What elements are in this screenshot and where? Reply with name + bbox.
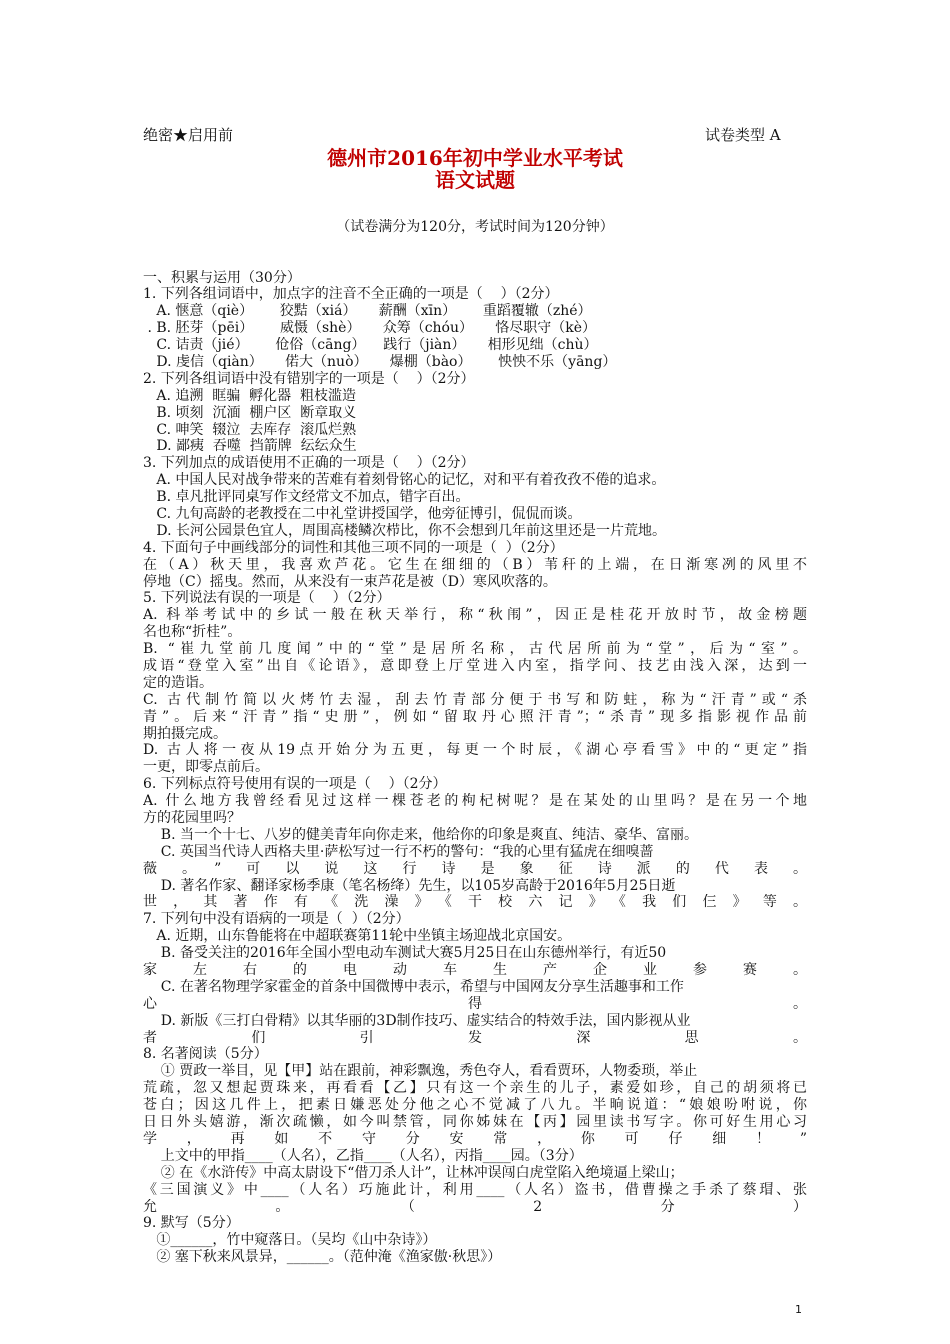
text-line: C. 在著名物理学家霍金的首条中国微博中表示，希望与中国网友分享生活趣事和工作 <box>143 978 684 995</box>
text-line: 4. 下面句子中画线部分的词性和其他三项不同的一项是（ ）（2分） <box>143 539 564 556</box>
text-line: B. 当一个十七、八岁的健美青年向你走来，他给你的印象是爽直、纯洁、豪华、富丽。 <box>143 826 698 843</box>
text-line: 薇。”可以说这行诗是象征诗派的代表。 <box>143 860 807 877</box>
text-line: A. 科举考试中的乡试一般在秋天举行，称“秋闱”，因正是桂花开放时节，故金榜题 <box>143 607 807 624</box>
text-line: 定的造诣。 <box>143 674 213 691</box>
text-line: 者们引发深思。 <box>143 1029 807 1046</box>
text-line: 方的花园里吗？ <box>143 810 241 827</box>
text-line: 青”。后来“汗青”指“史册”，例如“留取丹心照汗青”；“杀青”现多指影视作品前 <box>143 708 807 725</box>
text-line: B. “崔九堂前几度闻”中的“堂”是居所名称，古代居所前为“堂”，后为“室”。 <box>143 641 807 658</box>
question-lines <box>143 270 807 1267</box>
confidential-label: 绝密★启用前 <box>143 126 234 144</box>
text-line: 荒疏，忽又想起贾珠来，再看看【乙】只有这一个亲生的儿子，素爱如珍，自己的胡须将已 <box>143 1080 807 1097</box>
text-line: 心得。 <box>143 995 807 1012</box>
text-line: 1. 下列各组词语中，加点字的注音不全正确的一项是（ ）（2分） <box>143 286 559 303</box>
text-line: C. 古代制竹简以火烤竹去湿，刮去竹青部分便于书写和防蛀，称为“汗青”或“杀 <box>143 691 807 708</box>
text-line: A. 中国人民对战争带来的苦难有着刻骨铭心的记忆，对和平有着孜孜不倦的追求。 <box>143 472 666 489</box>
exam-title: 德州市2016年初中学业水平考试 <box>327 146 623 170</box>
text-line: D. 新版《三打白骨精》以其华丽的3D制作技巧、虚实结合的特效手法，国内影视从业 <box>143 1012 691 1029</box>
text-line: 8. 名著阅读（5分） <box>143 1046 268 1063</box>
text-line: A. 什么地方我曾经看见过这样一棵苍老的枸杞树呢？是在某处的山里吗？是在另一个地 <box>143 793 807 810</box>
text-line: 日日外头嬉游，渐次疏懒，如今叫禁管，同你姊妹在【丙】园里读书写字。你可好生用心习 <box>143 1114 807 1131</box>
text-line: D. 鄙痍 吞噬 挡箭牌 纭纭众生 <box>143 438 357 455</box>
text-line: D. 著名作家、翻译家杨季康（笔名杨绛）先生，以105岁高龄于2016年5月25日逝 <box>143 877 676 894</box>
text-line: 允。（2分） <box>143 1198 807 1215</box>
text-line: . B. 胚芽（pēi） 威慑（shè） 众筹（chóu） 恪尽职守（kè） <box>143 320 597 337</box>
text-line: 《三国演义》中____（人名）巧施此计，利用____（人名）盗书，借曹操之手杀了蔡瑁、张 <box>143 1181 807 1198</box>
text-line: 世，其著作有《洗澡》《干校六记》《我们仨》等。 <box>143 894 807 911</box>
text-line: 6. 下列标点符号使用有误的一项是（ ）（2分） <box>143 776 447 793</box>
text-line: A. 惬意（qiè） 狡黠（xiá） 薪酬（xīn） 重蹈覆辙（zhé） <box>143 303 592 320</box>
text-line: 3. 下列加点的成语使用不正确的一项是（ ）（2分） <box>143 455 475 472</box>
text-line: 停地（C）摇曳。然而，从来没有一束芦花是被（D）寒风吹落的。 <box>143 573 557 590</box>
text-line: B. 备受关注的2016年全国小型电动车测试大赛5月25日在山东德州举行，有近50 <box>143 945 667 962</box>
text-line: 上文中的甲指____（人名），乙指____（人名），丙指____园。（3分） <box>143 1147 583 1164</box>
text-line: B. 卓凡批评同桌写作文经常文不加点，错字百出。 <box>143 489 470 506</box>
text-line: ①______，竹中窥落日。（吴均《山中杂诗》） <box>143 1232 437 1249</box>
text-line: 一、积累与运用（30分） <box>143 269 301 286</box>
text-line: C. 九旬高龄的老教授在二中礼堂讲授国学，他旁征博引，侃侃而谈。 <box>143 505 582 522</box>
page-number: 1 <box>795 1303 802 1316</box>
text-line: D. 古人将一夜从19点开始分为五更，每更一个时辰，《湖心亭看雪》中的“更定”指 <box>143 742 807 759</box>
text-line: 名也称“折桂”。 <box>143 624 242 641</box>
text-line: A. 近期，山东鲁能将在中超联赛第11轮中坐镇主场迎战北京国安。 <box>143 928 572 945</box>
text-line: 家左右的电动车生产企业参赛。 <box>143 962 807 979</box>
text-line: 学，再如不守分安常，你可仔细！” <box>143 1130 807 1147</box>
text-line: 苍白；因这几件上，把素日嫌恶处分他之心不觉减了八九。半晌说道：“娘娘吩咐说，你 <box>143 1097 807 1114</box>
text-line: A. 追溯 眶骗 孵化器 粗枝滥造 <box>143 387 357 404</box>
exam-subject-title: 语文试题 <box>435 168 515 192</box>
text-line: 7. 下列句中没有语病的一项是（ ）（2分） <box>143 911 410 928</box>
text-line: 2. 下列各组词语中没有错别字的一项是（ ）（2分） <box>143 370 475 387</box>
text-line: D. 长河公园景色宜人，周围高楼鳞次栉比，你不会想到几年前这里还是一片荒地。 <box>143 522 666 539</box>
text-line: ② 塞下秋来风景异，______。（范仲淹《渔家傲·秋思》） <box>143 1249 502 1266</box>
text-line: 5. 下列说法有误的一项是（ ）（2分） <box>143 590 391 607</box>
text-line: 成语“登堂入室”出自《论语》，意即登上厅堂进入内室，指学问、技艺由浅入深，达到一 <box>143 658 807 674</box>
text-line: D. 虔信（qiàn） 偌大（nuò） 爆棚（bào） 怏怏不乐（yāng） <box>143 353 617 370</box>
text-line: C. 呻笑 辍泣 去库存 滚瓜烂熟 <box>143 421 357 438</box>
text-line: 9. 默写（5分） <box>143 1215 240 1232</box>
text-line: ② 在《水浒传》中高太尉设下“借刀杀人计”，让林冲误闯白虎堂陷入绝境逼上梁山； <box>143 1164 684 1181</box>
text-line: ① 贾政一举目，见【甲】站在跟前，神彩飘逸，秀色夺人，看看贾环，人物委琐，举止 <box>143 1063 698 1080</box>
text-line: 期拍摄完成。 <box>143 725 227 742</box>
text-line: 一更，即零点前后。 <box>143 759 269 776</box>
exam-instructions: （试卷满分为120分，考试时间为120分钟） <box>336 218 614 235</box>
text-line: C. 诘责（jié） 伧俗（cāng） 践行（jiàn） 相形见绌（chù） <box>143 337 598 354</box>
text-line: 在（A）秋天里，我喜欢芦花。它生在细细的（B）苇秆的上端，在日渐寒冽的风里不 <box>143 556 807 573</box>
text-line: C. 英国当代诗人西格夫里·萨松写过一行不朽的警句：“我的心里有猛虎在细嗅蔷 <box>143 843 654 860</box>
paper-type-label: 试卷类型 A <box>705 126 781 144</box>
exam-body <box>143 185 807 1300</box>
text-line: B. 顷刻 沉湎 棚户区 断章取义 <box>143 404 357 421</box>
